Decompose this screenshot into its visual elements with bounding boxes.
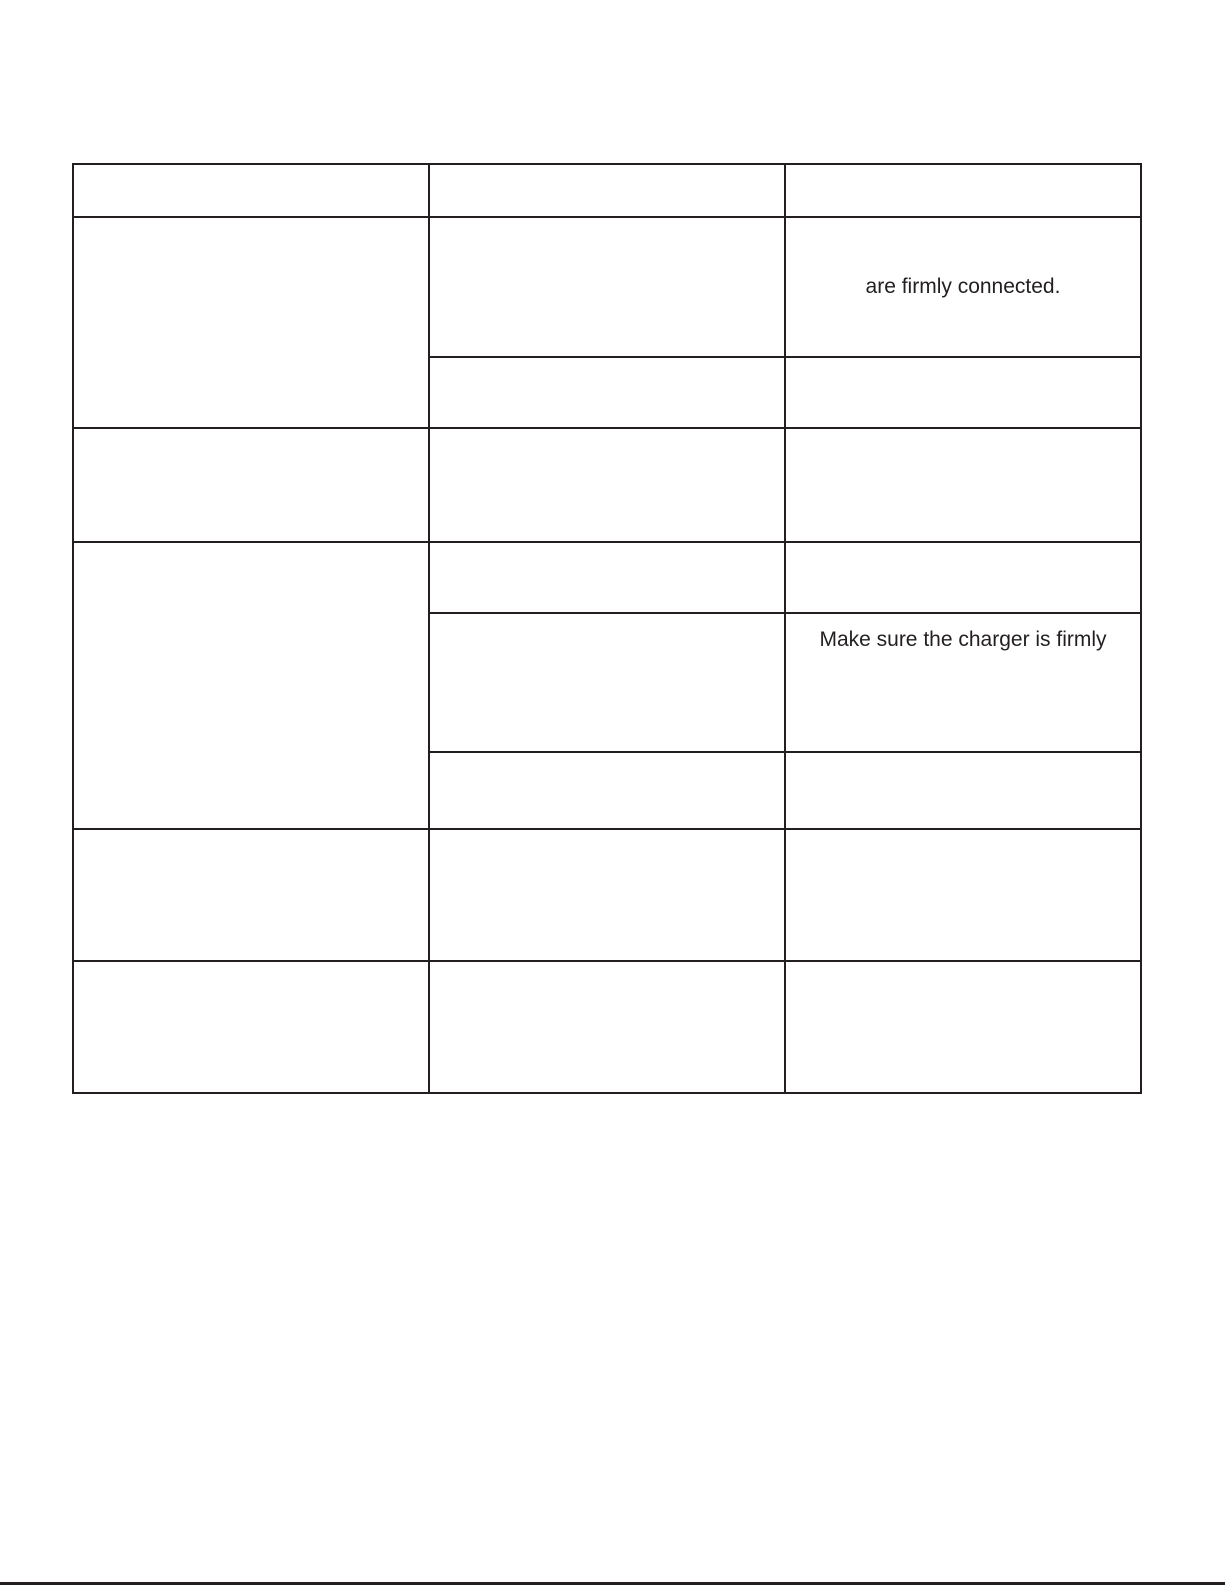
problem-cell bbox=[73, 217, 429, 428]
troubleshooting-table-container bbox=[72, 163, 1140, 1092]
solution-cell bbox=[785, 829, 1141, 961]
solution-cell bbox=[785, 357, 1141, 428]
troubleshooting-table bbox=[72, 163, 1142, 1094]
header-cell-solution bbox=[785, 164, 1141, 217]
problem-cell bbox=[73, 542, 429, 829]
solution-cell bbox=[785, 428, 1141, 542]
table-row bbox=[73, 542, 1141, 613]
cause-cell bbox=[429, 542, 785, 613]
cause-cell bbox=[429, 428, 785, 542]
solution-cell bbox=[785, 542, 1141, 613]
table-row bbox=[73, 428, 1141, 542]
problem-cell bbox=[73, 428, 429, 542]
header-cell-problem bbox=[73, 164, 429, 217]
cause-cell bbox=[429, 357, 785, 428]
table-row bbox=[73, 217, 1141, 357]
solution-cell bbox=[785, 752, 1141, 829]
cause-cell bbox=[429, 752, 785, 829]
table-row bbox=[73, 829, 1141, 961]
cause-cell bbox=[429, 613, 785, 752]
problem-cell bbox=[73, 829, 429, 961]
cause-cell bbox=[429, 961, 785, 1093]
solution-cell: are firmly connected. bbox=[785, 217, 1141, 357]
header-cell-cause bbox=[429, 164, 785, 217]
table-row bbox=[73, 961, 1141, 1093]
cause-cell bbox=[429, 217, 785, 357]
solution-cell: Make sure the charger is firmly bbox=[785, 613, 1141, 752]
problem-cell bbox=[73, 961, 429, 1093]
header-row bbox=[73, 164, 1141, 217]
cause-cell bbox=[429, 829, 785, 961]
solution-cell bbox=[785, 961, 1141, 1093]
